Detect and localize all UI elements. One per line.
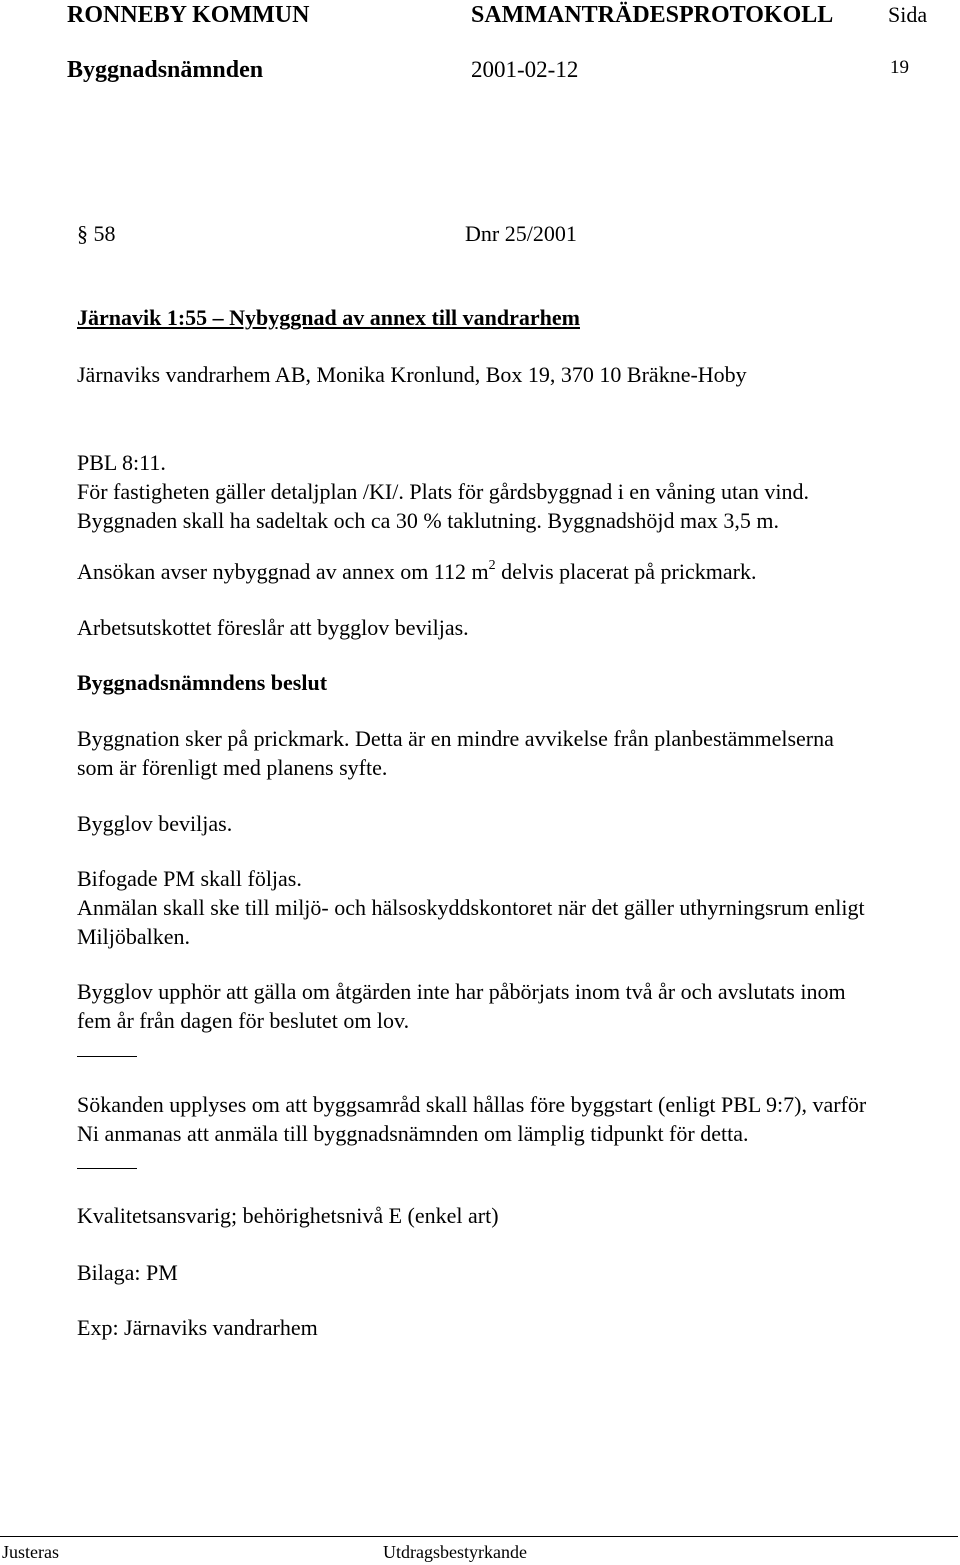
separator-line — [77, 1168, 137, 1169]
header-date: 2001-02-12 — [471, 57, 579, 82]
proposal-text: Arbetsutskottet föreslår att bygglov beviljas. — [77, 615, 469, 640]
decision-paragraph: Bygglov upphör att gälla om åtgärden inte har påbörjats inom två år och avslutats inom fem år från dagen för beslutet om lov. — [77, 979, 846, 1033]
decision-heading: Byggnadsnämndens beslut — [77, 670, 328, 695]
facts-line: PBL 8:11. — [77, 450, 166, 475]
attachment: Bilaga: PM — [77, 1260, 178, 1285]
facts-line: För fastigheten gäller detaljplan /KI/. Plats för gårdsbyggnad i en våning utan vind. — [77, 479, 809, 504]
notice-paragraph: Sökanden upplyses om att byggsamråd skall hållas före byggstart (enligt PBL 9:7), varför Ni anmanas att anmäla till byggnadsnämnden om lämplig tidpunkt för detta. — [77, 1092, 867, 1146]
header-committee: Byggnadsnämnden — [67, 57, 264, 83]
quality-responsible: Kvalitetsansvarig; behörighetsnivå E (enkel art) — [77, 1203, 499, 1228]
header-doc-type: SAMMANTRÄDESPROTOKOLL — [471, 2, 834, 28]
header-page-number: 19 — [890, 57, 909, 78]
facts-block — [77, 448, 957, 535]
dnr: Dnr 25/2001 — [465, 221, 577, 246]
decision-paragraph: Byggnation sker på prickmark. Detta är en mindre avvikelse från planbestämmelserna som är förenligt med planens syfte. — [77, 726, 834, 780]
header-page-label: Sida — [888, 2, 928, 27]
footer-justeras: Justeras — [2, 1542, 59, 1562]
case-title: Järnavik 1:55 – Nybyggnad av annex till vandrarhem — [77, 305, 580, 330]
paragraph-number: § 58 — [77, 221, 116, 246]
footer-utdragsbestyrkande: Utdragsbestyrkande — [383, 1542, 527, 1562]
separator-line — [77, 1056, 137, 1057]
decision-paragraph: Bifogade PM skall följas. Anmälan skall ske till miljö- och hälsoskyddskontoret när det gäller uthyrningsrum enligt Miljöbalken. — [77, 866, 865, 949]
application-text: Ansökan avser nybyggnad av annex om 112 $m^2$ delvis placerat på prickmark. — [77, 557, 757, 584]
footer-rule — [0, 1536, 958, 1537]
expedited-to: Exp: Järnaviks vandrarhem — [77, 1315, 318, 1340]
decision-paragraph: Bygglov beviljas. — [77, 811, 233, 836]
facts-line: Byggnaden skall ha sadeltak och ca 30 % taklutning. Byggnadshöjd max 3,5 m. — [77, 508, 780, 533]
applicant: Järnaviks vandrarhem AB, Monika Kronlund, Box 19, 370 10 Bräkne-Hoby — [77, 362, 747, 387]
header-org: RONNEBY KOMMUN — [67, 2, 310, 28]
